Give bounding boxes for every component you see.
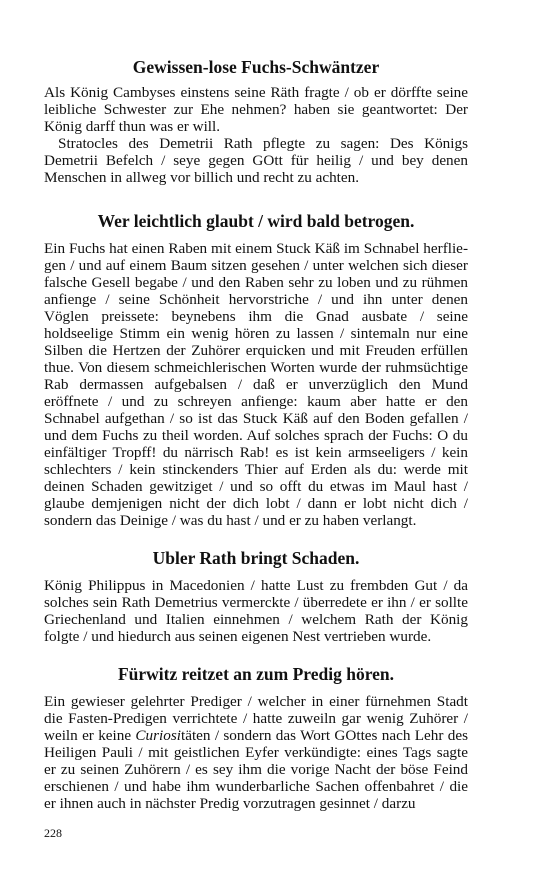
- section-heading: Ubler Rath bringt Schaden.: [152, 548, 360, 568]
- section-heading: Gewissen-lose Fuchs-Schwäntzer: [132, 57, 380, 77]
- page-number: 228: [44, 826, 62, 840]
- italic-word: Curiosi: [135, 727, 181, 744]
- paragraph: Ein Fuchs hat einen Raben mit einem Stuck Käß im Schnabel herfliegen / und auf einem Baum sitzen gesehen / unter welchen sich dieser falsche Gesell begabe / und den Raben sehr zu loben und zu rühmen anfienge / seine Schönheit hervorstriche / und ihn unter denen Vöglen preissete: beynebens ihm die Gnad ausbate / seine holdseelige Stimm ein wenig hören zu lassen / sintemaln nur eine Silben die Hertzen der Zuhörer erquicken und mit Freuden erfüllen thue. Von diesem schmeichlerischen Worten wurde der ruhmsüchtige Rab dermassen aufgebalsen / daß er unverzüglich den Mund eröffnete / und zu schreyen anfienge: kaum aber hatte er den Schnabel aufgethan / so ist das Stuck Käß auf den Boden gefallen / und dem Fuchs zu theil worden. Auf solches sprach der Fuchs: O du einfältiger Tropff! du närrisch Rab! es ist kein armseeligers / kein schlechters / kein stinckenders Thier auf Erden als du: werde mit deinen Schaden gewitziget / und so offt du etwas im Maul hast / glaube demjenigen nicht der dich lobt / dann er lobt nicht dich / sondern das Deinige / was du hast / und er zu haben verlangt.: [44, 240, 468, 529]
- section-ubler-rath: [44, 547, 468, 645]
- section-leichtlich-glaubt: [44, 210, 468, 529]
- paragraph: König Philippus in Macedonien / hatte Lust zu frembden Gut / da solches sein Rath Demetrius vermerckte / überredete er ihn / er sollte Griechenland und Italien einnehmen / welchem Rath der König folgte / und hiedurch aus seinen eigenen Nest vertrieben wurde.: [44, 577, 468, 645]
- paragraph-text-start: Ein gewieser gelehrter Prediger / welcher in einer fürnehmen Stadt die Fasten-Predigen verrichtete / hatte zuweiln gar wenig Zuhörer / weiln er keine: [44, 693, 468, 744]
- paragraph: Stratocles des Demetrii Rath pflegte zu sagen: Des Königs Demetrii Befelch / seye gegen GOtt für heilig / und bey denen Menschen in allweg vor billich und recht zu achten.: [44, 135, 468, 186]
- page-content: [44, 52, 468, 812]
- section-heading: Fürwitz reitzet an zum Predig hören.: [117, 664, 395, 684]
- section-fuerwitz: [44, 663, 468, 812]
- section-heading: Wer leichtlich glaubt / wird bald betrogen.: [97, 211, 415, 231]
- paragraph-text-end: täten / sondern das Wort GOttes nach Lehr des Heiligen Pauli / mit geistlichen Eyfer verkündigte: eines Tags sagte er zu seinen Zuhörern / es sey ihm die vorige Nacht der böse Feind erschienen / und habe ihm wunderbarliche Sachen offenbahret / die er ihnen auch in nächster Predig vorzutragen gesinnet / darzu: [44, 727, 469, 812]
- paragraph: Als König Cambyses einstens seine Räth fragte / ob er dörffte seine leibliche Schwester zur Ehe nehmen? haben sie geantwortet: Der König darff thun was er will.: [44, 84, 468, 135]
- paragraph: [44, 693, 468, 812]
- section-fuchs-schwaentzer: [44, 56, 468, 186]
